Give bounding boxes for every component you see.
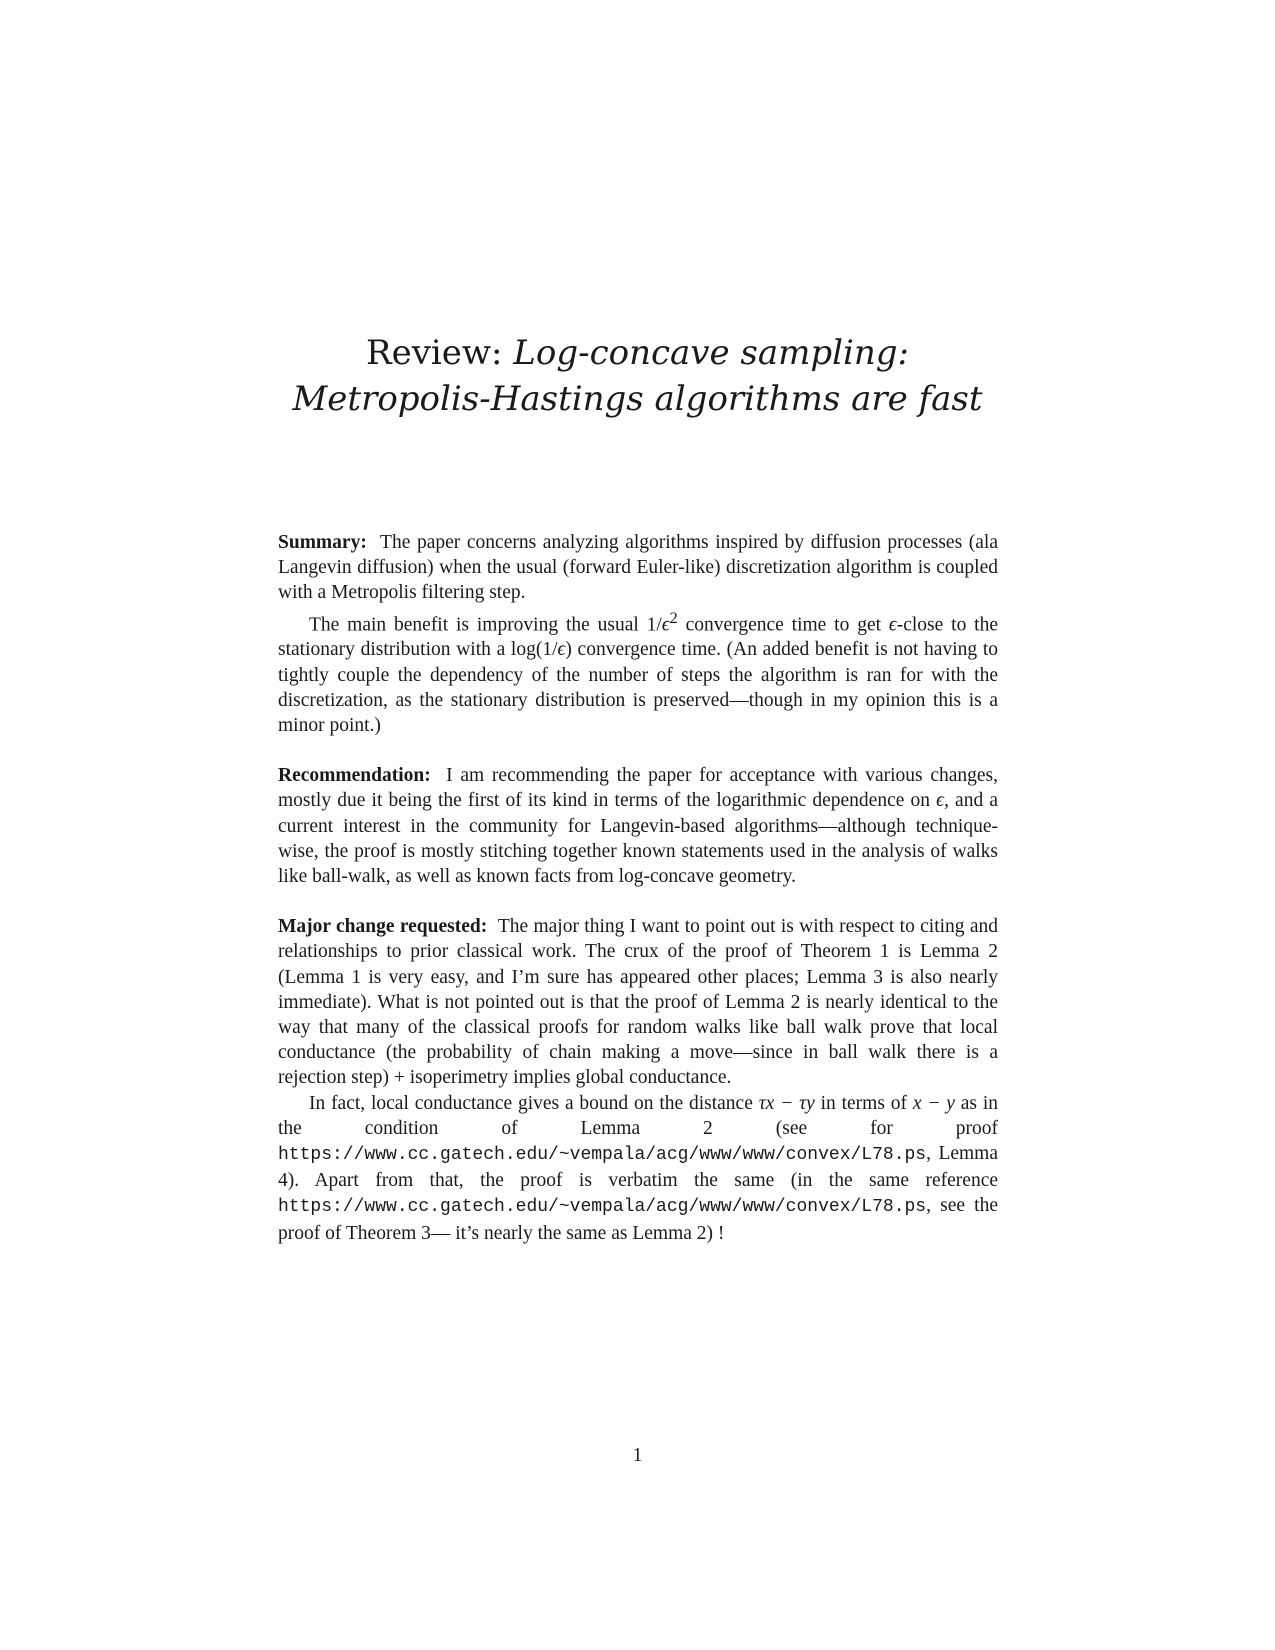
major-change-text-2d: , Lemma 4). Apart from that, the proof is verbatim the same (in the same reference [278, 1142, 998, 1192]
page-number: 1 [632, 1445, 643, 1466]
epsilon-symbol: ϵ [936, 790, 945, 812]
title-prefix: Review: [365, 333, 514, 373]
recommendation-heading: Recommendation: [278, 765, 431, 787]
epsilon-symbol: ϵ [557, 639, 566, 661]
major-change-text-2a: In fact, local conductance gives a bound on the distance [309, 1092, 759, 1114]
recommendation-text-b: , and a current interest in the community for Langevin-based algorithms—although technique-wise, the proof is mostly stitching together known statements used in the analysis of walks like ball-walk, as well as known facts from log-concave geometry. [278, 790, 998, 887]
summary-text-2a: The main benefit is improving the usual 1/ [309, 614, 662, 636]
major-change-text-1: The major thing I want to point out is with respect to citing and relationships to prior classical work. The crux of the proof of Theorem 1 is Lemma 2 (Lemma 1 is very easy, and I’m sure has appeared other places; Lemma 3 is also nearly immediate). What is not pointed out is that the proof of Lemma 2 is nearly identical to the way that many of the classical proofs for random walks like ball walk prove that local conductance (the probability of chain making a move—since in ball walk there is a rejection step) + isoperimetry implies global conductance. [278, 916, 999, 1089]
major-change-text-2c: as in the condition of Lemma 2 (see for proof [278, 1092, 998, 1139]
summary-text-2d: ) convergence time. (An added benefit is not having to tightly couple the dependency of the number of steps the algorithm is ran for with the discretization, as the stationary distribution is preserved—though in my opinion this is a minor point.) [278, 639, 998, 736]
reference-url-1[interactable]: https://www.cc.gatech.edu/~vempala/acg/www/www/convex/L78.ps [278, 1144, 927, 1165]
summary-section [278, 530, 998, 738]
major-change-text-2e: , see the proof of Theorem 3— it’s nearly the same as Lemma 2) ! [278, 1195, 998, 1244]
summary-text-2b: convergence time to get [677, 614, 889, 636]
title-italic-line1: Log-concave sampling: [513, 333, 910, 373]
recommendation-paragraph [278, 763, 998, 889]
summary-text-1: The paper concerns analyzing algorithms inspired by diffusion processes (ala Langevin diffusion) when the usual (forward Euler-like) discretization algorithm is coupled with a Metropolis filtering step. [278, 532, 998, 604]
summary-heading: Summary: [278, 532, 367, 553]
tau-difference: τx − τy [758, 1092, 815, 1114]
recommendation-section [278, 763, 998, 889]
epsilon-symbol: ϵ [661, 614, 670, 636]
reference-url-2[interactable]: https://www.cc.gatech.edu/~vempala/acg/www/www/convex/L78.ps [278, 1197, 927, 1218]
summary-paragraph-1 [278, 530, 998, 606]
x-minus-y: x − y [912, 1092, 955, 1114]
exponent: 2 [669, 608, 678, 627]
epsilon-symbol: ϵ [888, 614, 897, 636]
major-change-heading: Major change requested: [278, 916, 488, 938]
major-change-paragraph-2 [278, 1091, 998, 1246]
page-title [0, 330, 1275, 422]
review-body [278, 530, 998, 1271]
recommendation-text-a: I am recommending the paper for acceptance with various changes, mostly due it being the first of its kind in terms of the logarithmic dependence on [278, 765, 998, 812]
major-change-paragraph-1 [278, 914, 998, 1090]
major-change-text-2b: in terms of [814, 1092, 913, 1114]
summary-paragraph-2 [278, 606, 998, 739]
major-change-section [278, 914, 998, 1246]
title-italic-line2: Metropolis-Hastings algorithms are fast [292, 379, 983, 419]
summary-text-2c: -close to the stationary distribution with a log(1/ [278, 614, 998, 661]
